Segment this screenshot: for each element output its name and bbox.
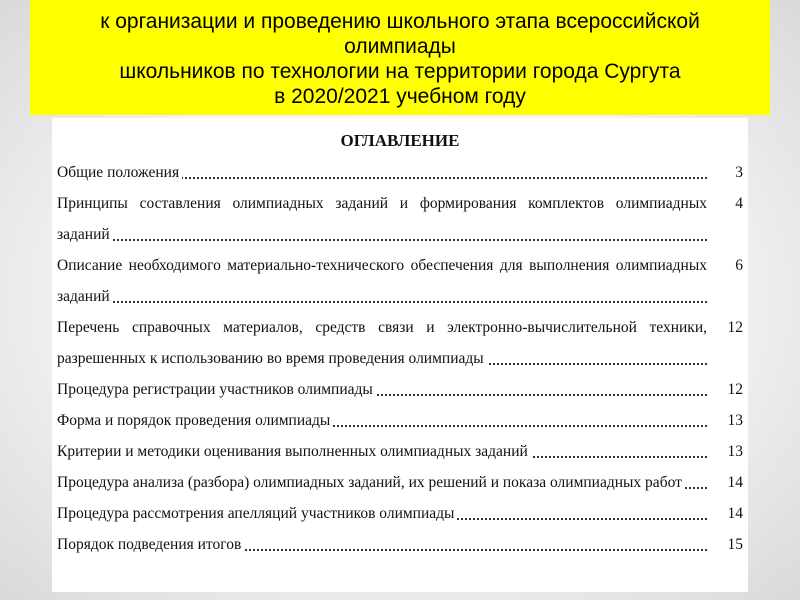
toc-entry-text [57,157,707,188]
toc-entry [57,405,745,436]
toc-entry-page: 12 [727,381,743,398]
toc-entry-title: Форма и порядок проведения олимпиады [57,412,333,429]
toc-entry [57,188,745,250]
toc-entry [57,157,745,188]
title-line: олимпиады [344,35,456,58]
toc-entry-text [57,467,707,498]
title-line: в 2020/2021 учебном году [274,85,526,108]
toc-entry [57,312,745,374]
slide-title-banner [30,0,770,115]
toc-entry-text [57,405,707,436]
toc-entry-page: 3 [735,164,743,181]
toc-entry-page: 14 [727,505,743,522]
title-line: к организации и проведению школьного этапа всероссийской [100,10,700,33]
toc-entry [57,436,745,467]
toc-entry-title: Процедура анализа (разбора) олимпиадных заданий, их решений и показа олимпиадных работ [57,474,685,491]
toc-entry-page: 14 [727,474,743,491]
toc-entry-text [57,312,707,374]
toc-entry [57,250,745,312]
toc-entry-page: 6 [735,257,743,274]
toc-entry-title: Принципы составления олимпиадных заданий и формирования комплектов олимпиадных заданий [57,195,707,243]
toc-entry-title: Процедура регистрации участников олимпиады [57,381,376,398]
toc-entry-text [57,498,707,529]
toc-entry-page: 15 [727,536,743,553]
toc-entry [57,498,745,529]
toc-entry-title: Описание необходимого материально-технического обеспечения для выполнения олимпиадных заданий [57,257,707,305]
toc-entry-text [57,250,707,312]
toc-entry-text [57,374,707,405]
title-line: школьников по технологии на территории города Сургута [119,60,681,83]
toc-entry [57,374,745,405]
toc-entry-page: 12 [727,319,743,336]
toc-entry-title: Критерии и методики оценивания выполненных олимпиадных заданий [57,443,531,460]
toc-entry-text [57,529,707,560]
toc-entry [57,529,745,560]
toc-entry-title: Перечень справочных материалов, средств связи и электронно-вычислительной техники, разрешенных к использованию во время проведения олимпиады [57,319,707,367]
toc-entry-page: 13 [727,443,743,460]
toc-entry-text [57,188,707,250]
toc-entry-page: 4 [735,195,743,212]
table-of-contents-document [52,118,748,592]
toc-entry-title: Общие положения [57,164,182,181]
toc-entry [57,467,745,498]
toc-entry-title: Порядок подведения итогов [57,536,244,553]
toc-entry-page: 13 [727,412,743,429]
toc-entry-text [57,436,707,467]
toc-list [57,157,745,560]
toc-heading: ОГЛАВЛЕНИЕ [340,131,460,150]
toc-entry-title: Процедура рассмотрения апелляций участников олимпиады [57,505,457,522]
